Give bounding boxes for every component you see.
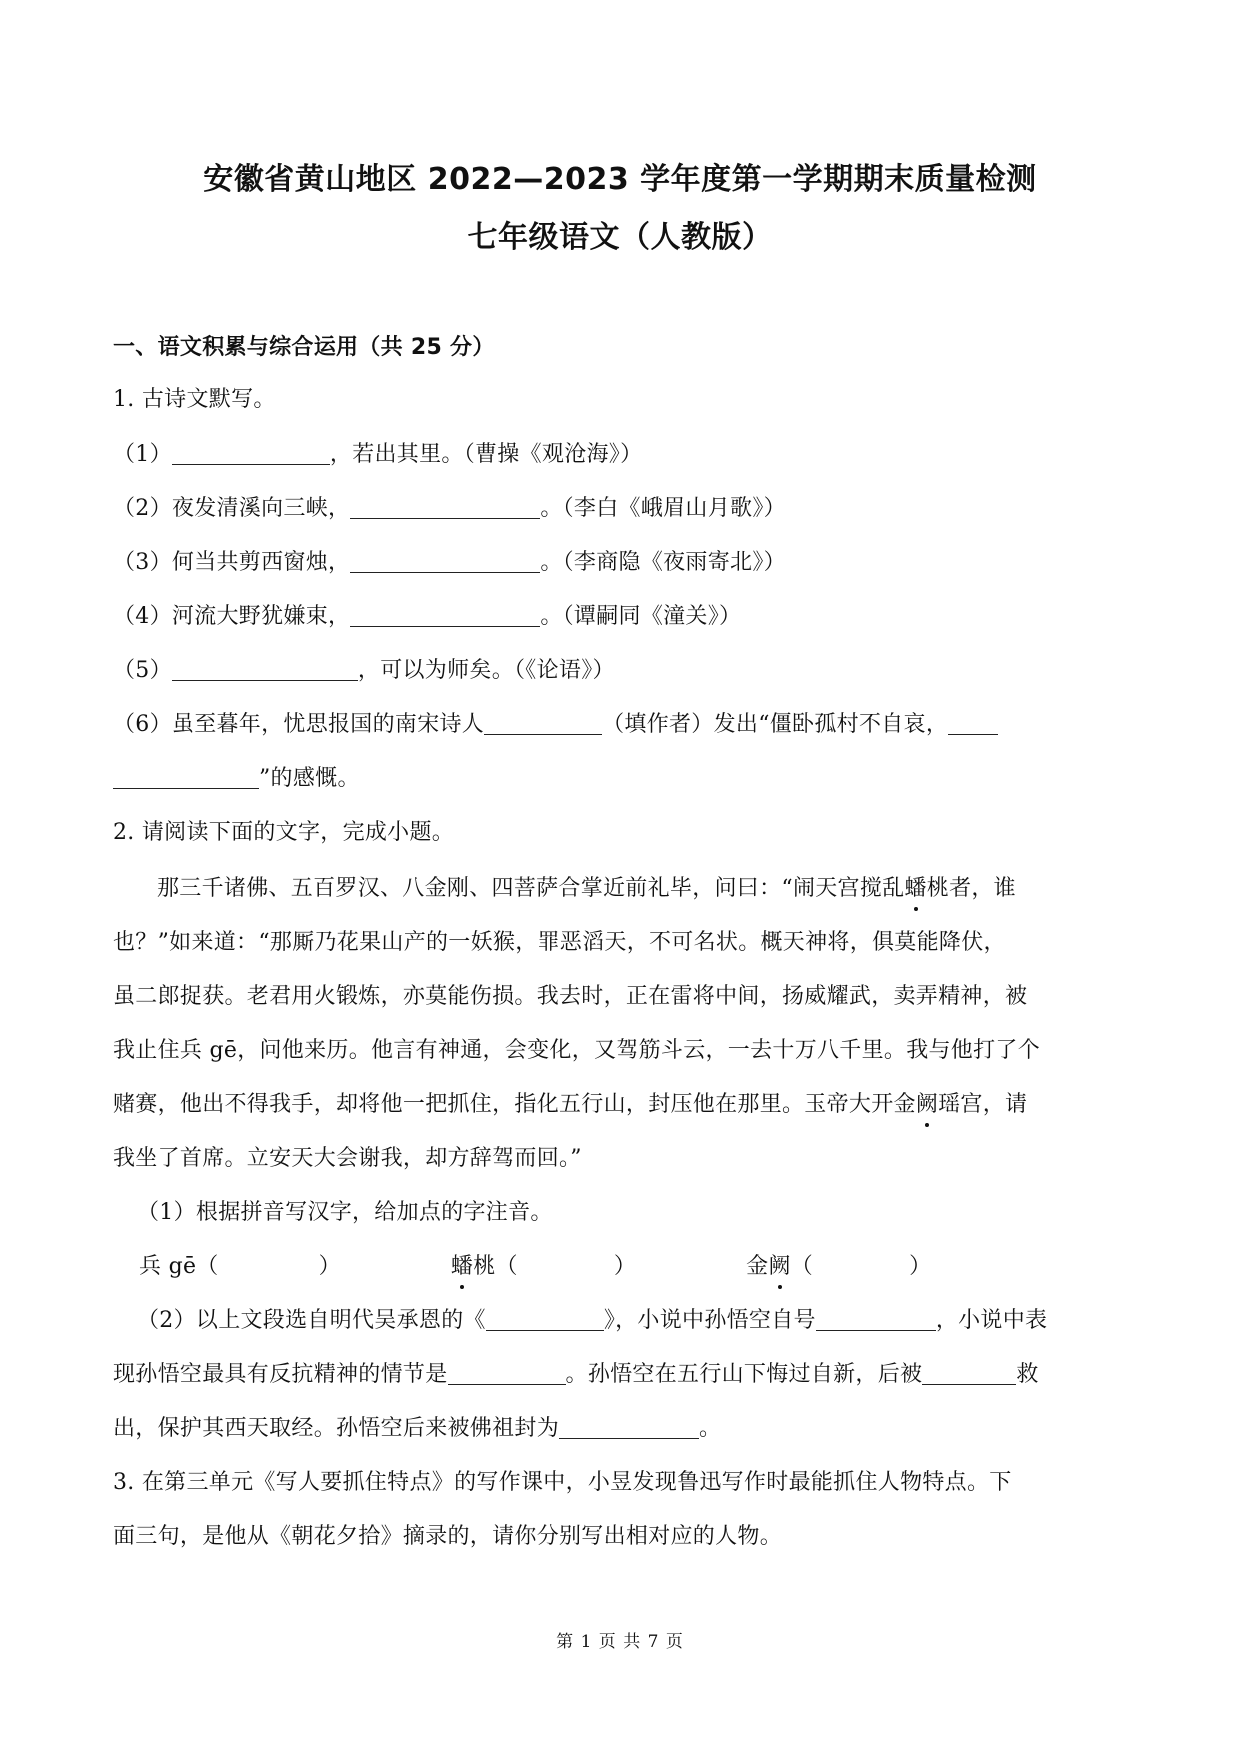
question-1-item-6: [113, 710, 1133, 740]
item-number: （5）: [113, 658, 172, 683]
question-1-prompt: 1. 古诗文默写。: [113, 387, 276, 412]
passage-line: [113, 1090, 1133, 1120]
dotted-char: 阙: [916, 1090, 938, 1120]
question-2-sub-2-cont: [113, 1414, 1133, 1444]
question-1-item-1: [113, 440, 1133, 470]
passage-line: 我止住兵 gē，问他来历。他言有神通，会变化，又驾筋斗云，一去十万八千里。我与他打了个: [113, 1038, 1040, 1063]
answer-blank[interactable]: [484, 712, 602, 735]
item-text: 。（谭嗣同《潼关》）: [540, 604, 742, 629]
dotted-char: 蟠: [451, 1252, 473, 1282]
passage-line: [113, 874, 1133, 904]
passage-text: 那三千诸佛、五百罗汉、八金刚、四菩萨合掌近前礼毕，问曰：“闹天宫搅乱: [157, 876, 905, 901]
sub-text: 出，保护其西天取经。孙悟空后来被佛祖封为: [113, 1416, 560, 1441]
section-heading: 一、语文积累与综合运用（共 25 分）: [113, 335, 495, 360]
answer-blank[interactable]: [350, 496, 540, 519]
item-text: （2）夜发清溪向三峡，: [113, 496, 351, 521]
answer-blank[interactable]: [486, 1308, 604, 1331]
word-1-label: 兵 gē（: [139, 1254, 219, 1279]
passage-line: 也？”如来道：“那厮乃花果山产的一妖猴，罪恶滔天，不可名状。概天神将，俱莫能降伏，: [113, 930, 1006, 955]
passage-text: 瑶宫，请: [938, 1092, 1028, 1117]
sub-text: 现孙悟空最具有反抗精神的情节是: [113, 1362, 448, 1387]
dotted-char: 蟠: [904, 874, 926, 904]
sub-text: 》，小说中孙悟空自号: [603, 1308, 816, 1333]
question-3-line-2: 面三句，是他从《朝花夕拾》摘录的，请你分别写出相对应的人物。: [113, 1524, 783, 1549]
bracket-close: ）: [318, 1254, 341, 1279]
answer-blank[interactable]: [448, 1362, 566, 1385]
exam-title: 安徽省黄山地区 2022—2023 学年度第一学期期末质量检测: [203, 162, 1037, 197]
question-2-prompt: 2. 请阅读下面的文字，完成小题。: [113, 820, 455, 845]
question-2-sub-2: [113, 1306, 1133, 1336]
question-2-sub-1: （1）根据拼音写汉字，给加点的字注音。: [137, 1200, 553, 1225]
item-text: （填作者）发出“僵卧孤村不自哀，: [602, 712, 949, 737]
question-1-item-4: [113, 602, 1133, 632]
sub-text: 救: [1016, 1362, 1039, 1387]
question-3-line-1: 3. 在第三单元《写人要抓住特点》的写作课中，小昱发现鲁迅写作时最能抓住人物特点。下: [113, 1470, 1012, 1495]
item-text: 。（李白《峨眉山月歌》）: [540, 496, 786, 521]
sub-text: 。: [699, 1416, 722, 1441]
answer-blank[interactable]: [350, 604, 540, 627]
sub-text: （2）以上文段选自明代吴承恩的《: [137, 1308, 486, 1333]
question-1-item-5: [113, 656, 1133, 686]
item-text: ，若出其里。（曹操《观沧海》）: [329, 442, 643, 467]
item-text: 。（李商隐《夜雨寄北》）: [540, 550, 786, 575]
exam-subtitle: 七年级语文（人教版）: [467, 220, 773, 255]
question-2-sub-2-cont: [113, 1360, 1133, 1390]
answer-blank[interactable]: [172, 442, 330, 465]
sub-text: ，小说中表: [935, 1308, 1048, 1333]
item-text: ”的感慨。: [259, 766, 360, 791]
item-text: （4）河流大野犹嫌束，: [113, 604, 351, 629]
item-text: （6）虽至暮年，忧思报国的南宋诗人: [113, 712, 485, 737]
question-1-item-6-cont: [113, 764, 1133, 794]
passage-text: 桃者，谁: [926, 876, 1016, 901]
item-number: （1）: [113, 442, 172, 467]
bracket-close: ）: [613, 1254, 637, 1279]
answer-blank[interactable]: [948, 712, 998, 735]
page-footer: 第 1 页 共 7 页: [556, 1632, 684, 1652]
answer-blank[interactable]: [113, 766, 259, 789]
passage-text: 赌赛，他出不得我手，却将他一把抓住，指化五行山，封压他在那里。玉帝大开金: [113, 1092, 916, 1117]
bracket-close: ）: [909, 1254, 932, 1279]
word-2-label: 桃（: [473, 1254, 518, 1279]
item-text: （3）何当共剪西窗烛，: [113, 550, 351, 575]
answer-blank[interactable]: [922, 1362, 1016, 1385]
passage-line: 虽二郎捉获。老君用火锻炼，亦莫能伤损。我去时，正在雷将中间，扬威耀武，卖弄精神，被: [113, 984, 1028, 1009]
dotted-char: 阙: [768, 1252, 790, 1282]
answer-blank[interactable]: [172, 658, 358, 681]
sub-text: 。孙悟空在五行山下悔过自新，后被: [565, 1362, 923, 1387]
answer-blank[interactable]: [816, 1308, 936, 1331]
bracket-open: （: [790, 1254, 814, 1279]
answer-blank[interactable]: [350, 550, 540, 573]
word-3-label: 金: [746, 1254, 769, 1279]
passage-line: 我坐了首席。立安天大会谢我，却方辞驾而回。”: [113, 1146, 582, 1171]
question-1-item-2: [113, 494, 1133, 524]
pinyin-row: [113, 1252, 1133, 1282]
item-text: ，可以为师矣。（《论语》）: [357, 658, 615, 683]
answer-blank[interactable]: [559, 1416, 699, 1439]
question-1-item-3: [113, 548, 1133, 578]
